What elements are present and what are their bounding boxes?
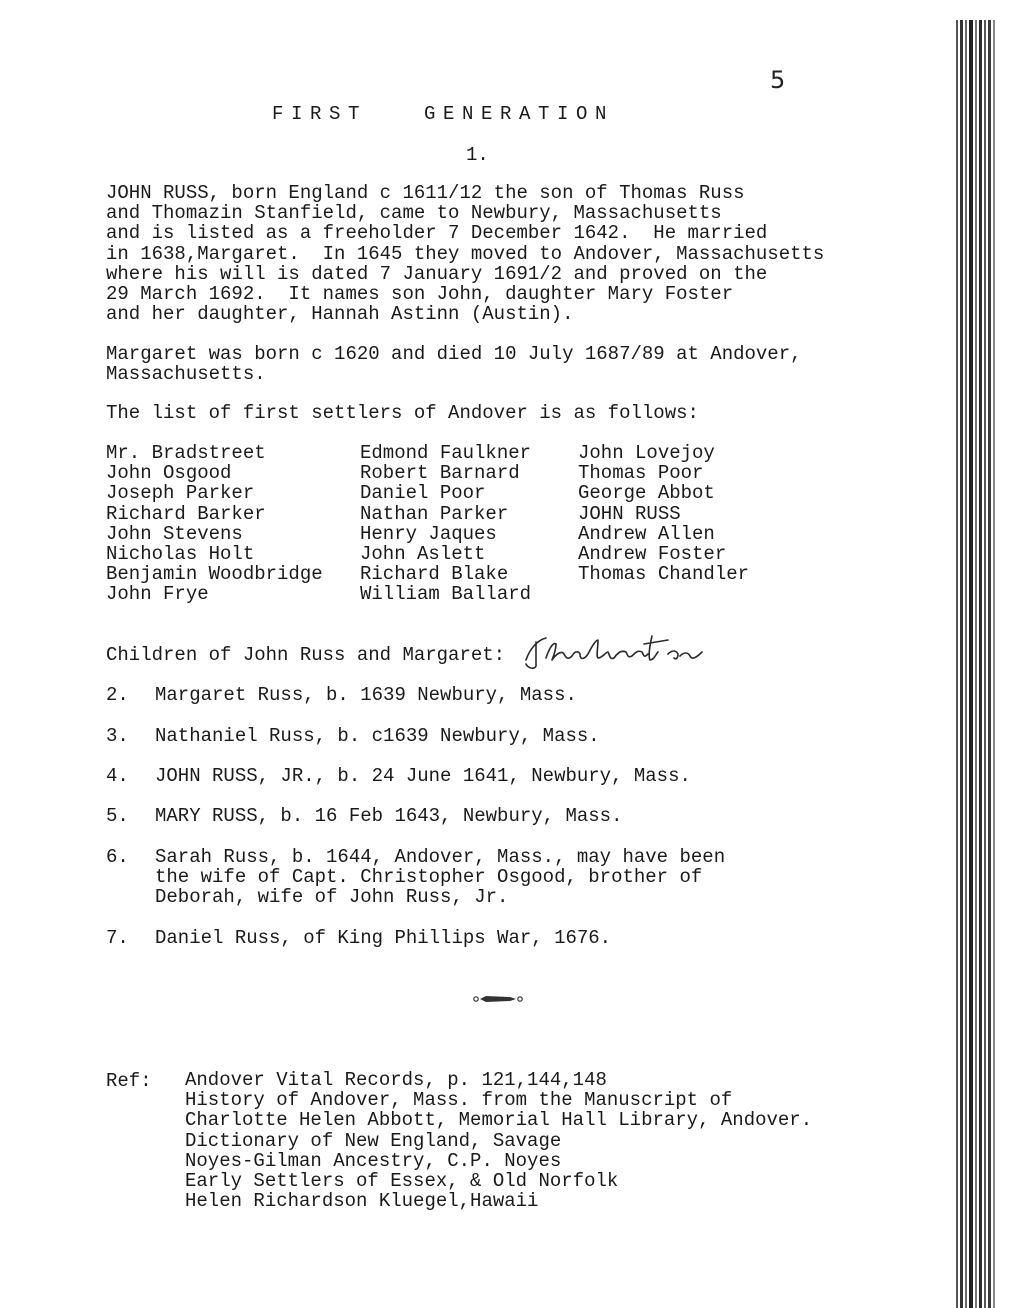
settler-name: Andrew Foster <box>578 543 727 566</box>
child-text: the wife of Capt. Christopher Osgood, brother of <box>155 866 703 889</box>
page-number: 5 <box>770 66 786 94</box>
child-text: Margaret Russ, b. 1639 Newbury, Mass. <box>155 684 577 706</box>
child-number: 5. <box>106 805 129 827</box>
settler-name: John Stevens <box>106 522 243 545</box>
child-text: JOHN RUSS, JR., b. 24 June 1641, Newbury, Mass. <box>155 765 691 787</box>
reference-item: Charlotte Helen Abbott, Memorial Hall Library, Andover. <box>185 1109 813 1132</box>
reference-item: Helen Richardson Kluegel,Hawaii <box>185 1190 539 1213</box>
child-number: 2. <box>106 684 129 706</box>
settler-name: Daniel Poor <box>360 482 486 505</box>
settler-name: Richard Blake <box>360 563 509 586</box>
intro-line: and Thomazin Stanfield, came to Newbury, Massachusetts <box>106 202 722 225</box>
references-list <box>185 1070 812 1211</box>
intro-line: JOHN RUSS, born England c 1611/12 the son of Thomas Russ <box>106 182 745 204</box>
margaret-paragraph <box>106 344 802 384</box>
intro-line: 29 March 1692. It names son John, daughter Mary Foster <box>106 283 734 306</box>
intro-line: where his will is dated 7 January 1691/2 and proved on the <box>106 262 768 285</box>
child-text: Deborah, wife of John Russ, Jr. <box>155 886 509 909</box>
child-text: Nathaniel Russ, b. c1639 Newbury, Mass. <box>155 725 600 747</box>
reference-item: Noyes-Gilman Ancestry, C.P. Noyes <box>185 1149 562 1172</box>
settler-name: John Lovejoy <box>578 442 715 464</box>
child-number: 7. <box>106 927 129 949</box>
settler-name: Robert Barnard <box>360 462 520 485</box>
child-number: 6. <box>106 846 129 868</box>
child-text: Sarah Russ, b. 1644, Andover, Mass., may have been <box>155 846 726 868</box>
intro-line: and her daughter, Hannah Astinn (Austin). <box>106 303 574 326</box>
intro-line: and is listed as a freeholder 7 December 1642. He married <box>106 222 768 245</box>
settler-name: Richard Barker <box>106 502 266 525</box>
settlers-column-2 <box>360 443 531 605</box>
page-heading: FIRST GENERATION <box>272 103 615 125</box>
intro-paragraph <box>106 183 824 324</box>
reference-item: History of Andover, Mass. from the Manuscript of <box>185 1089 733 1112</box>
child-text: MARY RUSS, b. 16 Feb 1643, Newbury, Mass. <box>155 805 623 827</box>
settlers-intro: The list of first settlers of Andover is as follows: <box>106 402 699 424</box>
settler-name: Benjamin Woodbridge <box>106 563 323 586</box>
child-number: 4. <box>106 765 129 787</box>
settler-name: Mr. Bradstreet <box>106 442 266 464</box>
child-text: Daniel Russ, of King Phillips War, 1676. <box>155 927 612 949</box>
section-number: 1. <box>466 144 489 166</box>
handwritten-signature <box>518 630 708 674</box>
settler-name: Nathan Parker <box>360 502 509 525</box>
settlers-column-1 <box>106 443 323 605</box>
settler-name: John Aslett <box>360 543 486 566</box>
settler-name: Andrew Allen <box>578 522 715 545</box>
margaret-line: Massachusetts. <box>106 363 266 386</box>
ornament-divider-icon <box>470 992 526 1006</box>
settler-name: John Frye <box>106 583 209 606</box>
child-number: 3. <box>106 725 129 747</box>
settler-name: JOHN RUSS <box>578 502 681 525</box>
settler-name: William Ballard <box>360 583 532 606</box>
settler-name: Henry Jaques <box>360 522 497 545</box>
settler-name: John Osgood <box>106 462 232 485</box>
margaret-line: Margaret was born c 1620 and died 10 July 1687/89 at Andover, <box>106 343 802 365</box>
references-label: Ref: <box>106 1070 152 1092</box>
reference-item: Early Settlers of Essex, & Old Norfolk <box>185 1170 619 1193</box>
settler-name: Thomas Poor <box>578 462 704 485</box>
intro-line: in 1638,Margaret. In 1645 they moved to Andover, Massachusetts <box>106 242 825 265</box>
settler-name: Thomas Chandler <box>578 563 750 586</box>
settlers-column-3 <box>578 443 749 584</box>
reference-item: Dictionary of New England, Savage <box>185 1129 562 1152</box>
binding-edge-icon <box>952 20 1002 1308</box>
children-heading: Children of John Russ and Margaret: <box>106 644 506 666</box>
settler-name: Joseph Parker <box>106 482 255 505</box>
settler-name: Nicholas Holt <box>106 543 255 566</box>
settler-name: George Abbot <box>578 482 715 505</box>
settler-name: Edmond Faulkner <box>360 442 532 464</box>
reference-item: Andover Vital Records, p. 121,144,148 <box>185 1069 607 1091</box>
